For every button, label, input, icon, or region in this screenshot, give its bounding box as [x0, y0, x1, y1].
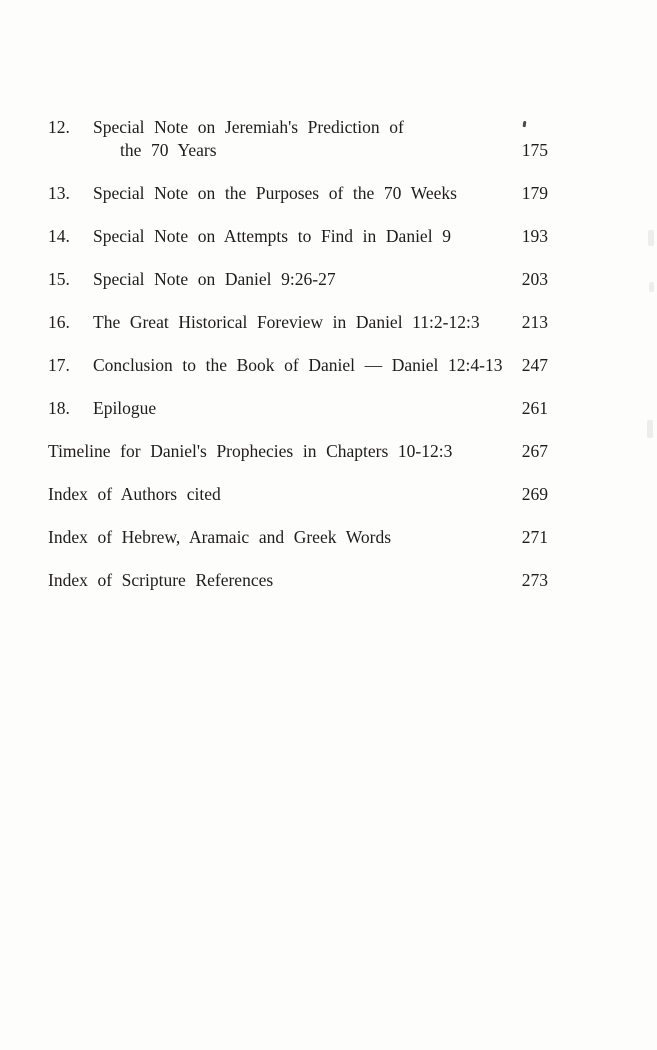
toc-backmatter-entry: [48, 483, 548, 506]
toc-entry-number: 13.: [48, 183, 70, 203]
toc-entry: [48, 182, 548, 205]
toc-entry: [48, 354, 548, 377]
toc-entry-page: 175: [521, 140, 548, 160]
toc-entry-number: 15.: [48, 269, 70, 289]
toc-entry: [48, 311, 548, 334]
toc-backmatter-title: Index of Scripture References: [48, 570, 274, 590]
toc-backmatter-page: 273: [521, 570, 548, 590]
toc-entry: [48, 116, 548, 162]
toc-entry-page: 213: [521, 312, 548, 332]
toc-entry-page: 179: [521, 183, 548, 203]
toc-entry-title: Special Note on Attempts to Find in Daniel 9: [93, 226, 451, 246]
toc-backmatter-page: 271: [521, 527, 548, 547]
toc-backmatter-title: Index of Authors cited: [48, 484, 221, 504]
toc-backmatter-title: Timeline for Daniel's Prophecies in Chapters 10-12:3: [48, 441, 453, 461]
toc-entry: [48, 268, 548, 291]
toc-backmatter-page: 269: [521, 484, 548, 504]
toc-entry-page: 193: [521, 226, 548, 246]
toc-entry-title: Special Note on Daniel 9:26-27: [93, 269, 336, 289]
toc-entry-title: [93, 116, 520, 162]
toc-entry-number: 16.: [48, 312, 70, 332]
toc-entry-title-line: Special Note on Jeremiah's Prediction of: [93, 117, 404, 137]
scan-smudge: [647, 420, 653, 438]
toc-entry: [48, 397, 548, 420]
scan-smudge: [649, 282, 654, 292]
toc-entry-number: 14.: [48, 226, 70, 246]
toc-entry-page: 203: [521, 269, 548, 289]
toc-entry-title: Special Note on the Purposes of the 70 Weeks: [93, 183, 457, 203]
toc-entry: [48, 225, 548, 248]
scan-smudge: [648, 230, 654, 246]
toc-backmatter-page: 267: [521, 441, 548, 461]
toc-entry-number: 12.: [48, 117, 70, 137]
toc-entry-title: The Great Historical Foreview in Daniel 11:2-12:3: [93, 312, 480, 332]
toc-backmatter-entry: [48, 569, 548, 592]
toc-backmatter-entry: [48, 440, 548, 463]
toc-entry-title: Conclusion to the Book of Daniel — Daniel 12:4-13: [93, 355, 503, 375]
toc-backmatter-title: Index of Hebrew, Aramaic and Greek Words: [48, 527, 392, 547]
toc-backmatter-entry: [48, 526, 548, 549]
table-of-contents: [48, 116, 548, 612]
toc-entry-title-line: the 70 Years: [120, 140, 217, 160]
toc-entry-number: 18.: [48, 398, 70, 418]
toc-entry-number: 17.: [48, 355, 70, 375]
toc-entry-page: 261: [521, 398, 548, 418]
toc-entry-title: Epilogue: [93, 398, 157, 418]
toc-entry-page: 247: [521, 355, 548, 375]
